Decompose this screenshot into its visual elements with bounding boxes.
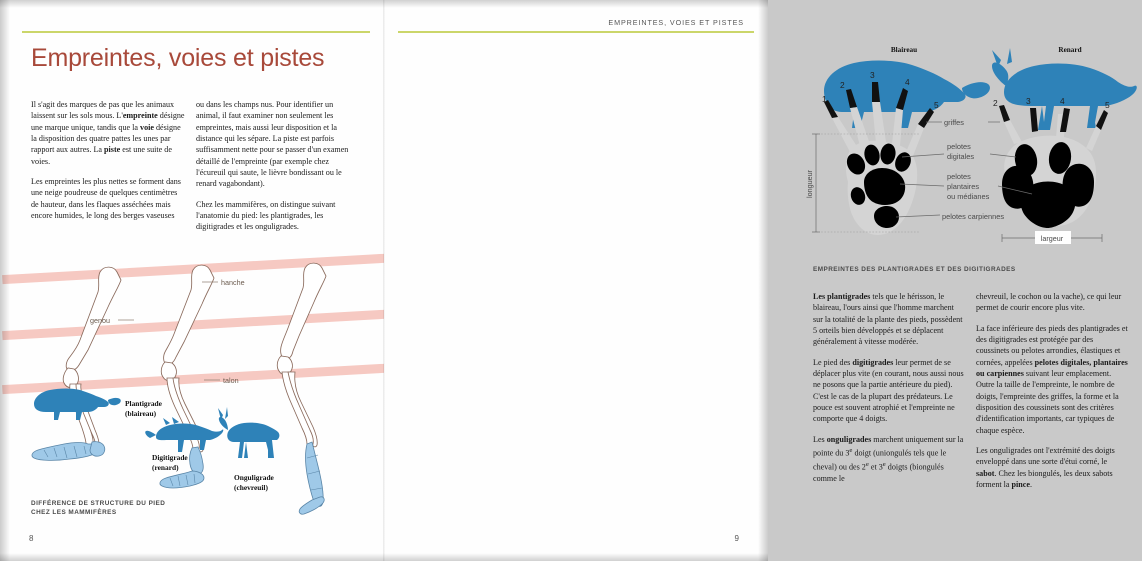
- fox-toe-5: 5: [1105, 100, 1110, 110]
- callout-pelotes-carpiennes: pelotes carpiennes: [942, 212, 1005, 221]
- label-digitigrade-name: Digitigrade: [152, 453, 188, 462]
- folio-left: 8: [29, 534, 34, 543]
- text-run: et 3: [868, 462, 883, 472]
- text-run: tels que le hérisson, le blaireau, l'ours ainsi que l'homme marchent sur la totalité de la plante des pieds, possèdent 5 orteils bien développés et se déplacent généralement à vitesse modérée.: [813, 292, 963, 347]
- badger-toe-3: 3: [870, 70, 875, 80]
- figure-foot-structure: [22, 262, 374, 507]
- text-run: est une suite de voies.: [31, 145, 172, 166]
- label-plantigrade-animal: (blaireau): [125, 409, 157, 418]
- term-onguligrades: onguligrades: [826, 434, 872, 444]
- silhouette-badger: [34, 389, 121, 421]
- body-column-2: [196, 99, 356, 242]
- text-run: désigne la disposition des quatre pattes les unes par rapport aux autres. La: [31, 122, 181, 155]
- text-run: .: [1029, 480, 1032, 490]
- caption-line-1: DIFFÉRENCE DE STRUCTURE DU PIED: [31, 500, 166, 507]
- leg-plantigrade: [32, 267, 121, 460]
- text-run: doigt (uniongulés tels que le cheval) ou des 2: [813, 448, 947, 472]
- term-plantigrades: Les plantigrades: [813, 292, 871, 301]
- label-genou: genou: [90, 316, 110, 325]
- term-empreinte: empreinte: [122, 111, 158, 121]
- label-hanche: hanche: [221, 278, 245, 287]
- figure-paw-prints: [802, 36, 1142, 266]
- dimension-largeur: [1002, 231, 1102, 244]
- paragraph: Chez les mammifères, on distingue suivant l'anatomie du pied: les plantigrades, les digitigrades et les onguligrades.: [196, 199, 336, 232]
- page-right: [384, 0, 1128, 561]
- text-run: Il s'agit des marques de pas que les animaux laissent sur les sols mous. L': [31, 100, 175, 121]
- paragraph: [813, 291, 965, 348]
- label-plantigrade-name: Plantigrade: [125, 399, 162, 408]
- text-run: désigne une marque unique, tandis que la: [31, 111, 185, 132]
- silhouette-roedeer: [218, 407, 279, 458]
- label-onguligrade-name: Onguligrade: [234, 473, 274, 482]
- term-piste: piste: [104, 145, 121, 155]
- badger-toe-1: 1: [822, 94, 827, 104]
- page-left: [0, 0, 384, 561]
- badger-toe-2: 2: [840, 80, 845, 90]
- text-run: doigts (biongulés comme le: [813, 462, 944, 484]
- paragraph: [813, 357, 965, 425]
- paragraph: [976, 445, 1128, 490]
- foot-structure-illustration: [22, 262, 374, 507]
- body-column-4: [976, 291, 1128, 500]
- term-sabot: sabot: [976, 468, 995, 478]
- body-column-3: [813, 291, 965, 494]
- callout-griffes: griffes: [944, 118, 964, 127]
- figure-caption-left: [31, 499, 231, 517]
- figure-caption-right: EMPREINTES DES PLANTIGRADES ET DES DIGITIGRADES: [813, 266, 1016, 273]
- ordinal-suffix: e: [849, 447, 853, 455]
- body-column-1: [31, 99, 186, 230]
- header-rule-right: [398, 31, 754, 33]
- term-pelotes: pelotes digitales, plantaires ou carpiennes: [976, 357, 1128, 379]
- fox-toe-3: 3: [1026, 96, 1031, 106]
- text-run: . Chez les biongulés, les deux sabots forment la: [976, 468, 1113, 490]
- paragraph: [31, 99, 186, 167]
- ordinal-suffix: e: [882, 461, 886, 469]
- leg-onguligrade: [277, 263, 326, 514]
- text-run: marchent uniquement sur la pointe du 3: [813, 434, 964, 458]
- badger-toe-5: 5: [934, 100, 939, 110]
- fox-toe-4: 4: [1060, 96, 1065, 106]
- badger-toe-4: 4: [905, 77, 910, 87]
- header-rule-left: [22, 31, 370, 33]
- paragraph: ou dans les champs nus. Pour identifier un animal, il faut examiner non seulement les empreintes, mais aussi leur disposition et la distance qui les sépare. La piste est parfois suffisamment nette pour se passer d'un examen détaillé de l'empreinte (par exemple chez l'écureuil qui saute, le lièvre bondissant ou le renard vagabondant).: [196, 100, 349, 189]
- paragraph: [976, 323, 1128, 436]
- term-voie: voie: [140, 122, 154, 132]
- label-largeur: largeur: [1040, 234, 1064, 243]
- text-run: Les: [813, 434, 827, 444]
- text-run: Le pied des: [813, 357, 853, 367]
- text-run: leur permet de se déplacer plus vite (en courant, nous aussi nous ne posons que la partie antérieure du pied). C'est le cas de la plupart des prédateurs. Le pouce est souvent atrophié et l'empreinte ne comporte que 4 doigts.: [813, 357, 964, 424]
- callout-pelotes-plantaires-line1: pelotes: [947, 172, 971, 181]
- page-title: Empreintes, voies et pistes: [31, 44, 325, 72]
- callout-pelotes-digitales-line1: pelotes: [947, 142, 971, 151]
- folio-right: 9: [734, 534, 739, 543]
- term-digitigrades: digitigrades: [852, 357, 894, 367]
- label-digitigrade-animal: (renard): [152, 463, 179, 472]
- fox-toe-2: 2: [993, 98, 998, 108]
- ordinal-suffix: e: [865, 461, 869, 469]
- label-talon: talon: [223, 376, 239, 385]
- paragraph: Les empreintes les plus nettes se forment dans une neige poudreuse de quelques centimètres de hauteur, dans les flaques asséchées mais encore humides, le long des berges vaseuses: [31, 177, 181, 221]
- label-onguligrade-animal: (chevreuil): [234, 483, 268, 492]
- text-run: La face inférieure des pieds des plantigrades et des digitigrades est protégée par des coussinets ou pelotes arrondies, élastiques et cornées, appelées: [976, 323, 1128, 367]
- callout-pelotes-digitales-line2: digitales: [947, 152, 975, 161]
- label-renard: Renard: [1058, 46, 1082, 54]
- text-run: Les onguligrades ont l'extrémité des doigts enveloppé dans une sorte d'étui corné, le: [976, 446, 1115, 467]
- term-pince: pince: [1011, 480, 1030, 490]
- paragraph: [813, 434, 965, 485]
- callout-pelotes-plantaires-line3: ou médianes: [947, 192, 990, 201]
- paragraph: chevreuil, le cochon ou la vache), ce qui leur permet de courir encore plus vite.: [976, 292, 1122, 313]
- label-longueur: longueur: [805, 170, 814, 198]
- paw-prints-illustration: [802, 36, 1142, 266]
- callout-pelotes-plantaires-line2: plantaires: [947, 182, 980, 191]
- running-head: EMPREINTES, VOIES ET PISTES: [608, 18, 744, 27]
- label-blaireau: Blaireau: [890, 46, 918, 54]
- caption-line-2: CHEZ LES MAMMIFÈRES: [31, 509, 117, 516]
- text-run: suivant leur emplacement. Outre la taille de l'empreinte, le nombre de doigts, l'empreinte des griffes, la forme et la disposition des coussinets sont des critères d'identification importants, car typiques de chaque espèce.: [976, 369, 1119, 435]
